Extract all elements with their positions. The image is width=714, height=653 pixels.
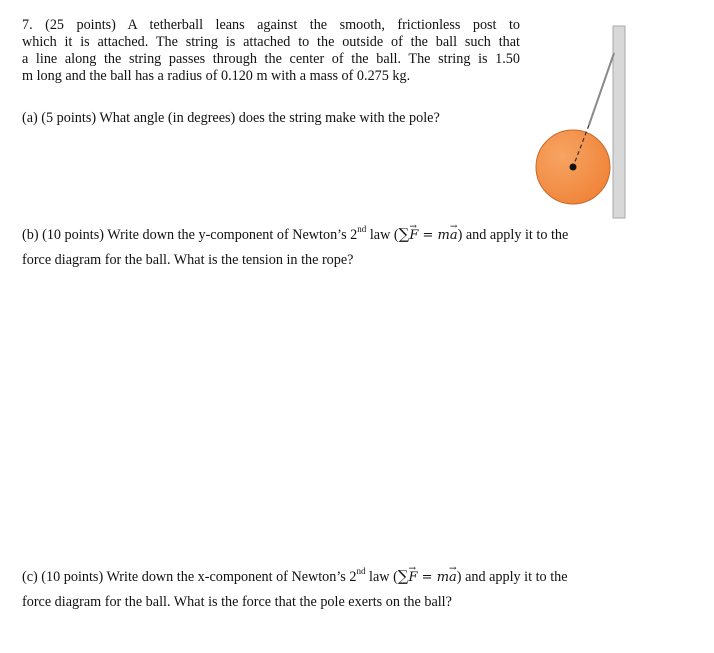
part-c-law-open: law ( [365,569,398,585]
part-b-line-2: force diagram for the ball. What is the tension in the rope? [22,252,354,268]
equals-mass: = m [418,228,450,243]
problem-line-3: a line along the string passes through the center of the ball. The string is 1.50 [22,51,520,67]
part-b-law-open: law ( [366,227,399,243]
part-c-superscript: nd [356,566,366,577]
part-b-text-start: (b) (10 points) Write down the y-component of Newton’s 2 [22,227,358,243]
part-b-law-close: ) [457,227,463,243]
newton-law-formula-c [397,567,457,585]
problem-line-4: m long and the ball has a radius of 0.120 m with a mass of 0.275 kg. [22,68,411,84]
problem-line-2: which it is attached. The string is attached to the outside of the ball such that [22,34,520,50]
ball-center-dot [570,164,577,171]
part-c-line-2: force diagram for the ball. What is the force that the pole exerts on the ball? [22,594,452,610]
part-c-question [22,564,662,614]
sigma-symbol: ∑ [398,225,410,243]
part-b-question [22,222,662,272]
force-vector: → F [409,566,418,590]
part-a-question: (a) (5 points) What angle (in degrees) does the string make with the pole? [22,110,440,126]
tether-string [589,53,614,125]
part-b-text-end: and apply it to the [462,227,569,243]
pole [613,26,625,218]
part-c-law-close: ) [456,569,462,585]
tetherball-diagram [525,20,635,220]
part-c-text-end: and apply it to the [461,569,568,585]
force-vector: → F [409,224,418,248]
sigma-symbol: ∑ [397,567,409,585]
newton-law-formula-b [398,225,458,243]
problem-statement [22,17,520,85]
problem-line-1: 7. (25 points) A tetherball leans against the smooth, frictionless post to [22,17,520,33]
acceleration-vector: → a [450,224,458,248]
equals-mass: = m [417,570,450,585]
part-c-text-start: (c) (10 points) Write down the x-component of Newton’s 2 [22,569,357,585]
acceleration-vector: → a [449,566,457,590]
part-b-superscript: nd [357,224,367,235]
